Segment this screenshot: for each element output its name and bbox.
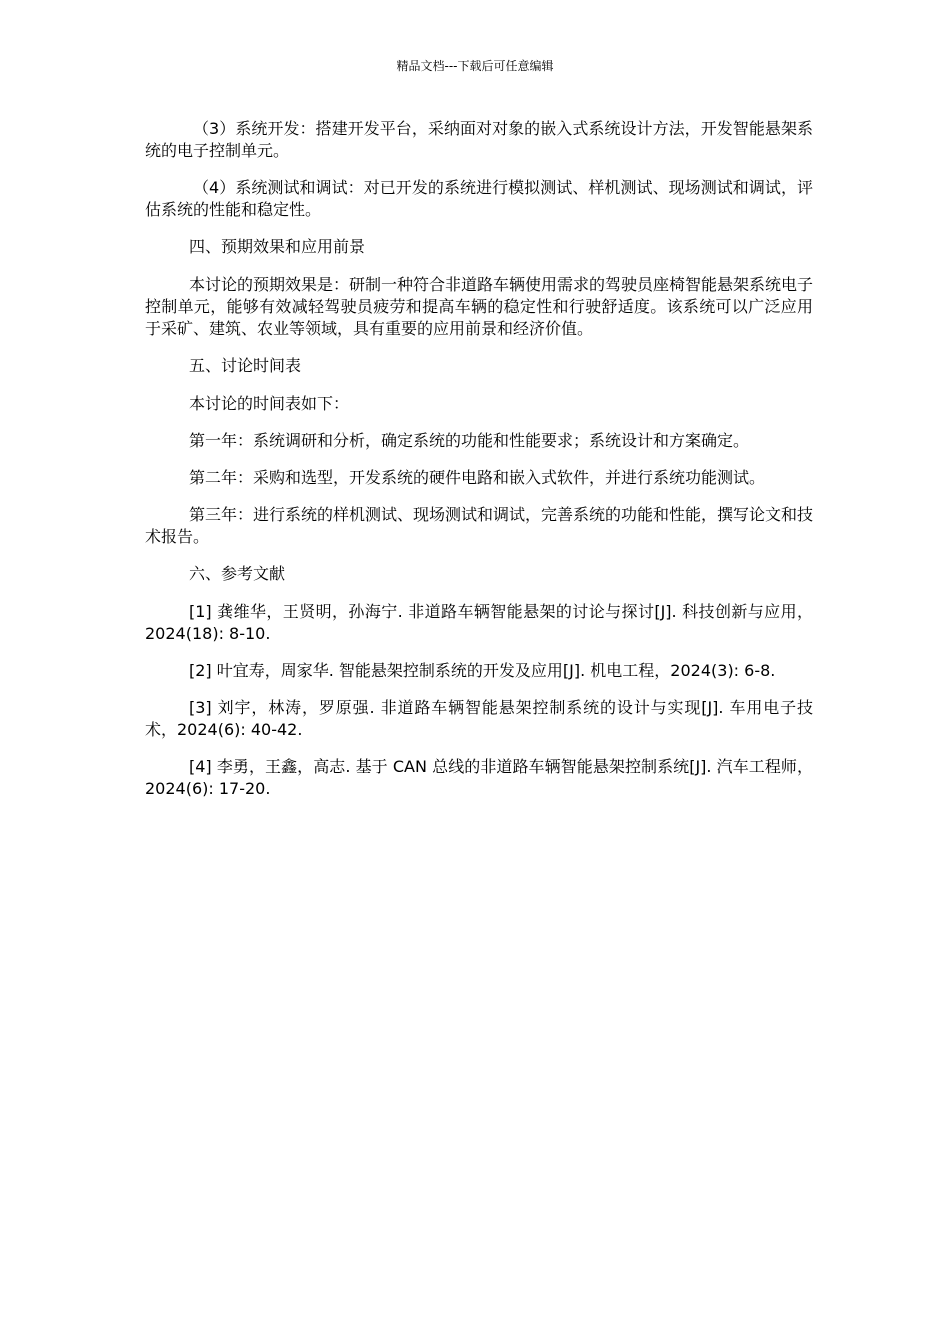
page-header: 精品文档---下载后可任意编辑 [396,59,554,73]
reference-item: [4] 李勇，王鑫，高志. 基于 CAN 总线的非道路车辆智能悬架控制系统[J]. 汽车工程师，2024(6): 17-20. [145,757,813,798]
document-body [145,118,813,815]
section-heading-expected-effects: 四、预期效果和应用前景 [189,237,366,256]
reference-item: [2] 叶宜寿，周家华. 智能悬架控制系统的开发及应用[J]. 机电工程，2024(3): 6-8. [189,661,776,680]
paragraph-expected-effects: 本讨论的预期效果是：研制一种符合非道路车辆使用需求的驾驶员座椅智能悬架系统电子控制单元，能够有效减轻驾驶员疲劳和提高车辆的稳定性和行驶舒适度。该系统可以广泛应用于采矿、建筑、农业等领域，具有重要的应用前景和经济价值。 [145,275,814,338]
section-heading-references: 六、参考文献 [189,564,286,583]
paragraph-system-development: （3）系统开发：搭建开发平台，采纳面对对象的嵌入式系统设计方法，开发智能悬架系统的电子控制单元。 [145,119,813,160]
paragraph-system-testing: （4）系统测试和调试：对已开发的系统进行模拟测试、样机测试、现场测试和调试，评估系统的性能和稳定性。 [145,178,813,219]
paragraph-timeline-intro: 本讨论的时间表如下： [189,394,350,413]
paragraph-timeline-year-2: 第二年：采购和选型，开发系统的硬件电路和嵌入式软件，并进行系统功能测试。 [189,468,766,487]
paragraph-timeline-year-1: 第一年：系统调研和分析，确定系统的功能和性能要求；系统设计和方案确定。 [189,431,750,450]
section-heading-timeline: 五、讨论时间表 [189,356,302,375]
reference-item: [3] 刘宇，林涛，罗原强. 非道路车辆智能悬架控制系统的设计与实现[J]. 车用电子技术，2024(6): 40-42. [145,698,813,739]
paragraph-timeline-year-3: 第三年：进行系统的样机测试、现场测试和调试，完善系统的功能和性能，撰写论文和技术报告。 [145,505,814,546]
reference-item: [1] 龚维华，王贤明，孙海宁. 非道路车辆智能悬架的讨论与探讨[J]. 科技创新与应用，2024(18): 8-10. [145,602,813,643]
